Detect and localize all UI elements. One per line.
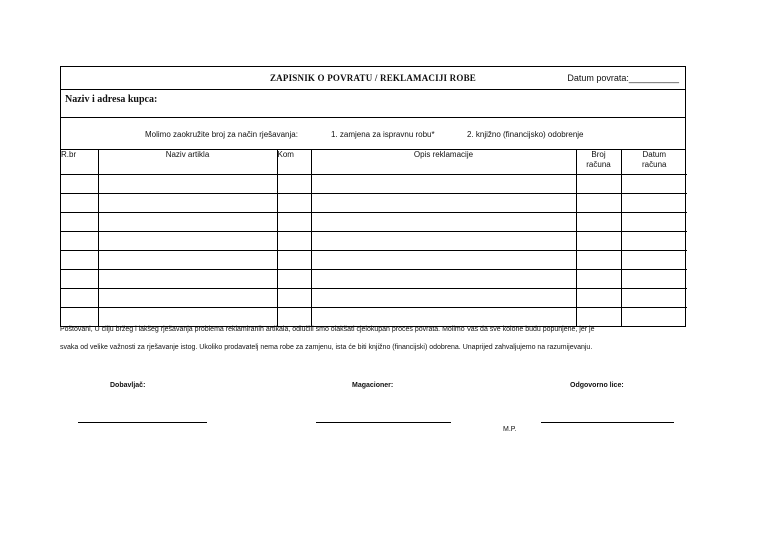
stamp-placeholder: M.P. xyxy=(503,426,517,433)
cell-invoice-date[interactable] xyxy=(621,270,687,289)
return-form xyxy=(60,66,686,327)
cell-rbr[interactable] xyxy=(61,251,98,270)
cell-invoice-number[interactable] xyxy=(576,232,621,251)
buyer-label: Naziv i adresa kupca: xyxy=(65,94,158,105)
choice-option-credit[interactable]: 2. knjižno (financijsko) odobrenje xyxy=(467,130,584,139)
cell-invoice-number[interactable] xyxy=(576,251,621,270)
cell-rbr[interactable] xyxy=(61,213,98,232)
table-row xyxy=(61,232,687,251)
cell-complaint-description[interactable] xyxy=(311,289,576,308)
signature-line-supplier[interactable] xyxy=(78,422,207,423)
cell-complaint-description[interactable] xyxy=(311,251,576,270)
note-line-1: Poštovani, U cilju bržeg i lakšeg rješavanja problema reklamiranih artikala, odlučili smo olakšati cjelokupan proces povrata. Molimo Vas da sve kolone budu popunjene, jer je xyxy=(60,326,595,333)
cell-rbr[interactable] xyxy=(61,194,98,213)
choice-option-replacement[interactable]: 1. zamjena za ispravnu robu* xyxy=(331,130,435,139)
cell-quantity[interactable] xyxy=(277,213,311,232)
cell-complaint-description[interactable] xyxy=(311,232,576,251)
table-row xyxy=(61,175,687,194)
cell-invoice-number[interactable] xyxy=(576,175,621,194)
title-row xyxy=(61,67,685,90)
cell-complaint-description[interactable] xyxy=(311,213,576,232)
cell-complaint-description[interactable] xyxy=(311,194,576,213)
form-title: ZAPISNIK O POVRATU / REKLAMACIJI ROBE xyxy=(269,73,476,83)
cell-rbr[interactable] xyxy=(61,289,98,308)
col-header-quantity: Kom xyxy=(277,150,311,175)
cell-quantity[interactable] xyxy=(277,270,311,289)
cell-item-name[interactable] xyxy=(98,213,277,232)
instructions-note xyxy=(60,321,710,357)
buyer-row[interactable] xyxy=(61,90,685,118)
cell-quantity[interactable] xyxy=(277,251,311,270)
signature-label-supplier: Dobavljač: xyxy=(110,382,146,389)
table-row xyxy=(61,251,687,270)
table-row xyxy=(61,213,687,232)
table-header-row xyxy=(61,150,687,175)
cell-complaint-description[interactable] xyxy=(311,175,576,194)
col-header-rbr: R.br xyxy=(61,150,98,175)
cell-invoice-date[interactable] xyxy=(621,194,687,213)
note-line-2: svaka od velike važnosti za rješavanje istog. Ukoliko prodavatelj nema robe za zamjenu, ista će biti knjižno (financijski) odobrena. Unaprijed zahvaljujemo na razumijevanju. xyxy=(60,344,593,351)
col-header-invoice-number-line2: računa xyxy=(586,160,611,169)
signature-line-warehouse[interactable] xyxy=(316,422,451,423)
col-header-invoice-date xyxy=(621,150,687,175)
signature-label-warehouse: Magacioner: xyxy=(352,382,394,389)
cell-complaint-description[interactable] xyxy=(311,270,576,289)
resolution-choice-row xyxy=(61,118,685,150)
table-row xyxy=(61,194,687,213)
cell-quantity[interactable] xyxy=(277,289,311,308)
cell-item-name[interactable] xyxy=(98,194,277,213)
choice-prompt: Molimo zaokružite broj za način rješavanja: xyxy=(145,130,298,139)
cell-invoice-date[interactable] xyxy=(621,289,687,308)
cell-item-name[interactable] xyxy=(98,270,277,289)
table-row xyxy=(61,289,687,308)
items-table xyxy=(61,150,687,326)
signature-line-responsible[interactable] xyxy=(541,422,674,423)
col-header-invoice-date-line2: računa xyxy=(642,160,667,169)
cell-item-name[interactable] xyxy=(98,232,277,251)
cell-invoice-number[interactable] xyxy=(576,270,621,289)
signature-label-responsible: Odgovorno lice: xyxy=(570,382,624,389)
cell-item-name[interactable] xyxy=(98,251,277,270)
cell-item-name[interactable] xyxy=(98,175,277,194)
col-header-invoice-number xyxy=(576,150,621,175)
table-row xyxy=(61,270,687,289)
cell-rbr[interactable] xyxy=(61,175,98,194)
cell-invoice-number[interactable] xyxy=(576,213,621,232)
cell-invoice-date[interactable] xyxy=(621,213,687,232)
cell-quantity[interactable] xyxy=(277,232,311,251)
cell-invoice-date[interactable] xyxy=(621,251,687,270)
col-header-item-name: Naziv artikla xyxy=(98,150,277,175)
cell-rbr[interactable] xyxy=(61,270,98,289)
cell-invoice-date[interactable] xyxy=(621,175,687,194)
cell-quantity[interactable] xyxy=(277,194,311,213)
col-header-invoice-date-line1: Datum xyxy=(642,150,667,159)
return-date-field[interactable]: Datum povrata:__________ xyxy=(567,73,679,83)
cell-invoice-date[interactable] xyxy=(621,232,687,251)
cell-quantity[interactable] xyxy=(277,175,311,194)
cell-rbr[interactable] xyxy=(61,232,98,251)
col-header-complaint-description: Opis reklamacije xyxy=(311,150,576,175)
cell-item-name[interactable] xyxy=(98,289,277,308)
col-header-invoice-number-line1: Broj xyxy=(591,150,606,159)
cell-invoice-number[interactable] xyxy=(576,194,621,213)
cell-invoice-number[interactable] xyxy=(576,289,621,308)
